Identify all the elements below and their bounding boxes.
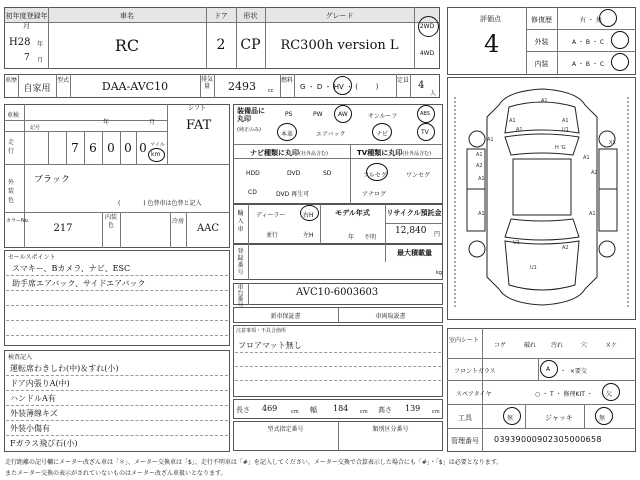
color-label: 外装色 <box>8 179 15 204</box>
inspect-line: 外装薄線キズ <box>10 409 58 418</box>
shape-label: 形状 <box>243 12 258 20</box>
damage-mark: H 'G <box>555 145 566 151</box>
reg-date-label: 初年度登録年月 <box>5 12 48 30</box>
recycle-label: リサイクル預託金 <box>386 209 442 217</box>
glass-label: フロントガラス <box>454 368 496 375</box>
height-unit: cm <box>432 409 440 415</box>
recycle-unit: 円 <box>434 231 441 238</box>
record-label: 記号 <box>30 125 41 131</box>
equip-navi: ナビ <box>376 131 389 138</box>
import-handle-l: 左H <box>303 232 314 239</box>
nav-title: ナビ種類に丸印(社外品含む) <box>250 149 328 157</box>
width-value: 184 <box>333 404 349 413</box>
inspect-line: ハンドルA有 <box>10 394 56 403</box>
nav-dvd: DVD <box>287 170 301 177</box>
seats-unit: 人 <box>430 90 437 97</box>
fuel-label: 燃料 <box>281 77 294 84</box>
notes-value: フロアマット無し <box>238 341 302 350</box>
equip-ps: PS <box>285 111 293 118</box>
nav-sd: SD <box>323 170 332 177</box>
exterior-options: A ・ B ・ C <box>572 39 605 46</box>
hv-circle-mark <box>333 76 352 95</box>
recycle-value: 12,840 <box>395 226 427 236</box>
inspection-label: 車検 <box>7 112 20 119</box>
equip-sunroof: サンルーフ <box>368 113 398 120</box>
sheet-label: 室内シート <box>449 337 480 344</box>
width-label: 幅 <box>310 406 317 414</box>
displacement-value: 2493 <box>228 80 256 93</box>
mileage-digit: 0 <box>124 141 132 155</box>
vehicle-type-value: 自家用 <box>23 84 51 94</box>
damage-mark: A1 <box>562 118 569 124</box>
mileage-digit: 7 <box>71 141 79 155</box>
colorno-label: カラーNo. <box>6 218 30 224</box>
reg-no-label: 登録番号 <box>237 248 244 276</box>
mileage-label: 走行 <box>8 139 15 155</box>
reg-year: H28 <box>9 37 31 48</box>
inspect-label: 検査記入 <box>8 354 33 361</box>
length-value: 469 <box>262 404 278 413</box>
equip-tv: TV <box>421 129 429 136</box>
model-value: DAA-AVC10 <box>101 80 169 93</box>
equip-aw: AW <box>338 111 348 118</box>
glass-replace: ・ ×要交 <box>560 368 587 375</box>
max-load-label: 最大積載量 <box>397 249 432 257</box>
damage-mark: U1 <box>530 265 537 271</box>
equip-title: 装備品に丸印 <box>237 107 265 123</box>
selling-label: セールスポイント <box>8 254 56 261</box>
import-label: 輸入車 <box>237 210 244 233</box>
chassis-label: 車台番号 <box>237 284 244 309</box>
reg-month: 7 <box>24 53 30 63</box>
interior-c-circle-mark <box>611 53 629 71</box>
grade-value: RC300h version L <box>280 38 399 53</box>
seats-label: 定員 <box>397 77 410 84</box>
chassis-value: AVC10-6003603 <box>296 287 379 298</box>
nav-dvd-play: DVD 再生可 <box>276 191 310 198</box>
damage-mark: A2 <box>591 170 598 176</box>
manage-label: 管理番号 <box>451 437 479 445</box>
model-year-label: モデル年式 <box>335 209 370 217</box>
doors-label: ドア <box>214 12 228 20</box>
sheet-item: 汚れ <box>551 342 564 349</box>
jack-value: 無 <box>599 415 606 422</box>
mile-unit: マイル <box>150 142 165 148</box>
equip-abs: ABS <box>420 111 430 117</box>
tv-fullseg: フルセグ <box>363 172 387 179</box>
spare-label: スペアタイヤ <box>456 391 492 398</box>
fuel-options: G ・ D ・ HV ・ ( ) <box>300 83 379 91</box>
drive-2wd: 2WD <box>419 23 435 30</box>
tools-value: 無 <box>507 415 514 422</box>
model-label: 型式 <box>57 77 70 84</box>
ac-label: 冷房 <box>172 218 185 225</box>
import-parallel: 並行 <box>266 232 279 239</box>
score-label: 評価点 <box>480 15 501 23</box>
damage-mark: A2 <box>562 245 569 251</box>
model-year-unknown: 不明 <box>364 234 377 241</box>
score-value: 4 <box>484 30 500 58</box>
vehicle-type-label: 車歴 <box>5 77 18 84</box>
drive-4wd: 4WD <box>419 50 435 57</box>
import-dealer: ディーラー <box>256 212 286 219</box>
shift-value: FAT <box>186 118 212 133</box>
damage-mark: A1 <box>478 176 485 182</box>
interior-color-label: 内装色 <box>105 214 118 229</box>
interior-label: 内装 <box>534 60 549 68</box>
sheet-item: 破れ <box>524 342 537 349</box>
equip-airbag: エアバック <box>316 131 346 138</box>
inspection-year: 年 <box>103 119 110 126</box>
selling-line: スマキー、Bカメラ、ナビ、ESC <box>12 264 131 273</box>
length-unit: cm <box>291 409 299 415</box>
new-warranty: 新車保証書 <box>270 313 301 320</box>
sheet-item: ヌケ <box>605 342 618 349</box>
inspection-month: 月 <box>149 119 156 126</box>
equip-subtitle: (純正のみ) <box>237 127 261 133</box>
damage-mark: A1 <box>487 137 494 143</box>
tv-analog: アナログ <box>362 191 387 198</box>
manual: 車両取説書 <box>375 313 406 320</box>
notes-box <box>233 325 443 397</box>
nav-cd: CD <box>248 189 257 196</box>
model-year-unit: 年 <box>348 234 355 241</box>
colorno-value: 217 <box>53 223 73 234</box>
repair-options: 有 ・ 無 <box>580 17 602 24</box>
mileage-digit: 0 <box>139 141 147 155</box>
displacement-label: 排気量 <box>201 76 214 90</box>
shape-value: CP <box>240 37 261 53</box>
exterior-label: 外装 <box>534 38 549 46</box>
spare-options: ○ ・ T ・ 修理KIT ・ <box>535 391 593 398</box>
tv-oneseg: ワンセグ <box>406 172 431 179</box>
damage-mark: U1 <box>562 127 569 133</box>
tv-title: TV種類に丸印(社外品含む) <box>357 149 432 157</box>
inspect-line: 運転席わきしわ(中)＆すれ(小) <box>10 364 119 373</box>
damage-mark: A1 <box>478 211 485 217</box>
grade-label: グレード <box>325 12 354 20</box>
inspect-line: Fガラス飛び石(小) <box>10 439 78 448</box>
width-unit: cm <box>360 409 368 415</box>
height-label: 高さ <box>378 406 392 414</box>
footer-note: 走行距離の記号欄にメーター改ざん車は「＊」、メーター交換車は「$」、走行不明車は「#」を記入してください。メーター交換で合算表示した場合にも「#」・「$」は必要となります。 <box>5 459 503 466</box>
damage-mark: A1 <box>583 155 590 161</box>
displacement-unit: cc <box>268 88 274 94</box>
height-value: 139 <box>405 404 421 413</box>
tools-label: 工具 <box>458 414 472 422</box>
damage-mark: A1 <box>589 211 596 217</box>
inspect-line: 外装小傷有 <box>10 424 50 433</box>
ac-value: AAC <box>196 223 220 234</box>
equip-leather: 本革 <box>281 131 294 138</box>
color-value: ブラック <box>34 175 70 185</box>
glass-value: A <box>546 366 551 373</box>
car-name-label: 車名 <box>120 12 134 20</box>
notes-label: 注意事項・不具合箇所 <box>236 328 287 334</box>
mileage-digit: 0 <box>107 141 115 155</box>
car-diagram <box>447 77 636 320</box>
km-unit: km <box>151 151 161 158</box>
nav-hdd: HDD <box>246 170 260 177</box>
repair-label: 修復歴 <box>531 16 552 24</box>
no-repair-circle-mark <box>599 9 617 27</box>
equip-pw: PW <box>313 111 323 118</box>
damage-mark: A1 <box>509 118 516 124</box>
doors-value: 2 <box>216 37 226 53</box>
manage-value: 03939000902305000658 <box>494 435 602 444</box>
seats-value: 4 <box>418 80 425 91</box>
max-load-unit: kg <box>436 270 443 276</box>
color-note: ( ) 色替車は色替と記入 <box>118 200 202 207</box>
class-no-label: 類別区分番号 <box>372 426 409 433</box>
import-handle-r: 右H <box>303 212 314 219</box>
jack-label: ジャッキ <box>545 414 573 422</box>
damage-mark: A1 <box>541 98 548 104</box>
shift-label: シフト <box>188 105 207 112</box>
interior-options: A ・ B ・ C <box>572 61 605 68</box>
footer-note: またメーター交換の表示がされていないものはメーター改ざん車扱いとなります。 <box>5 470 227 477</box>
mileage-digit: 6 <box>89 141 97 155</box>
spare-selected: 欠 <box>606 391 613 398</box>
damage-mark: XX <box>609 140 616 146</box>
sheet-item: 穴 <box>581 342 588 349</box>
damage-mark: A1 <box>516 127 523 133</box>
damage-mark: A2 <box>476 163 483 169</box>
car-name-value: RC <box>114 36 140 55</box>
reg-year-unit: 年 <box>37 41 44 48</box>
damage-mark: U1 <box>513 240 520 246</box>
sheet-item: コゲ <box>494 342 507 349</box>
inspect-line: ドア内張りA(中) <box>10 379 70 388</box>
exterior-c-circle-mark <box>611 31 629 49</box>
length-label: 長さ <box>236 406 250 414</box>
reg-month-unit: 月 <box>37 57 44 64</box>
selling-line: 助手席エアバック、サイドエアバック <box>12 279 146 288</box>
type-no-label: 型式指定番号 <box>267 426 304 433</box>
damage-mark: A1 <box>476 152 483 158</box>
